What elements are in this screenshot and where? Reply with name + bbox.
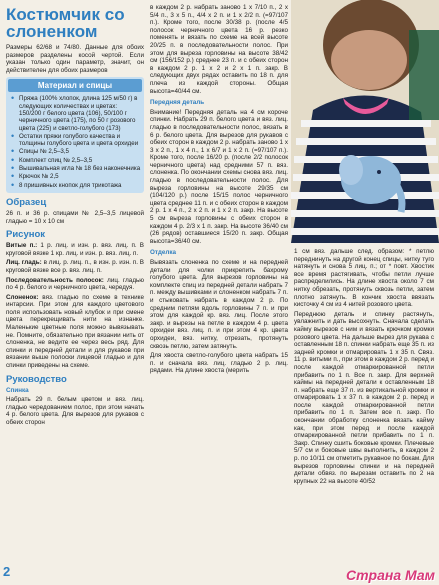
pattern-header: Рисунок (6, 229, 46, 241)
back-text: Набрать 29 п. белым цветом и вяз. лиц. гладью чередованием полос, при этом начать 4 р. белого цвета. Для вырезов для рукавов с обеих сторон (6, 396, 144, 426)
tail-text: Для хвоста светло-голубого цвета набрать 15 п. и сначала вяз. лиц. гладью 2 р. лиц. рядами. На длине хвоста (мерить (150, 352, 288, 375)
right-column (294, 248, 434, 487)
pattern-text: вяз. гладью по схеме в технике интарсии. При этом для каждого цветового поля использовать новый клубок и при смене цвета перекрещивать нити на изнанке. Маленькие цветные поля можно вывязывать не. Помните, обязательно при вязании нить от слоненка, не ведите ее через весь ряд. Для спинки и передней детали и для рукавов при вязании выше полоски лицевой гладью и для спинки приведены на схеме. (6, 293, 144, 370)
material-item: • Остатки пряжи голубого качества и толщины голубого цвета и цвета орхидеи (9, 133, 141, 148)
pattern-text: в лиц. р. лиц. п., в изн. р. изн. п. В круговой вязке все р. вяз. лиц. п. (6, 259, 144, 274)
page-number: 2 (3, 564, 11, 579)
pattern-item (6, 277, 144, 292)
material-item: • Комплект спиц № 2,5–3,5 (9, 157, 141, 164)
page-title: Костюмчик со слоненком (6, 5, 125, 41)
material-item: • Пряжа (100% хлопок, длина 125 м/50 г) в следующих количествах и цветах: 150/200 г белого цвета (106), 50/100 г черничного цвета (175), по 50 г розового цвета (225) и светло-голубого (173) (9, 95, 141, 131)
intro-text: Размеры 62/68 и 74/80. Данные для обоих размеров разделены косой чертой. Если указан только один параметр, значит, он действителен для обоих размеров (6, 44, 144, 74)
materials-box (6, 77, 144, 193)
back-continued: в каждом 2 р. набрать заново 1 x 7/10 п., 2 x 5/4 п., 3 x 5 п., 4/4 x 2 п. и 1 x 2/2 п. (=97/107 п.). Кроме того, после 30/38 р. (после 4/5 полосок черничного цвета 16 р. резко поменять и вязать по схеме на всей высоте 20/25 п. в последовательности полос. При этом для выреза горловины на высоте 38/42 см (156/152 р.) среднее 23 п. и с обеих сторон в каждом 2 р. 1 x 2 и 2 x 1 п. закр. В следующих двух рядах оставить по 18 п. для плеча из каждой стороны. Общая высота=40/44 см. (150, 4, 288, 95)
materials-header: Материал и спицы (8, 79, 142, 92)
pattern-item (6, 242, 144, 257)
pattern-label: Витые п.: (6, 242, 38, 250)
pattern-item (6, 259, 144, 274)
material-item: • Спицы № 2,5–3,5 (9, 148, 141, 155)
front-text: Внимание! Передняя деталь на 4 см короче спинки. Набрать 29 п. белого цвета и вяз. лиц. гладью в последовательности полос, вязать в 6 р. белого цвета. Для вырезов для рукавов с обеих сторон в каждом 2 р. набрать заново 1 x 3 x 2 п., 1 x 4 п., 1 x 6/7 и 1 x 2 п. (=97/107 п.). Кроме того, после 16/20 р. (после 2/2 полосок черничного цвета) над средними 57 п. вяз. слоненка. По окончании схемы снова вяз. лиц. гладью в последовательности полос. Для выреза горловины на высоте 29/35 см (104/120 р.) после 15/15 полос черничного цвета среднее 11 п. и с обеих сторон в каждом 2 р. 1 x 4 п., 2 x 2 п. и 1 x 2 п. закр. На высоте 5 см выреза горловины с обеих сторон в каждом 4 р. 2/3 x 1 п. закр. На высоте 36/40 см (26 рядов) оставшиеся 15/20 п. закр. Общая высота=36/40 см. (150, 108, 288, 245)
pattern-label: Лиц. гладь: (6, 259, 42, 267)
pattern-text: 1 р. лиц. и изн. р. вяз. лиц. п. В круговой вязке 1 кр. лиц. и изн. р. вяз. лиц. п. (6, 242, 144, 257)
baby-photo-illustration (291, 0, 439, 243)
front-header: Передняя деталь (150, 99, 205, 107)
material-item: • 8 пришивных кнопок для трикотажа (9, 182, 141, 189)
guide-header: Руководство (6, 373, 67, 385)
material-item: • Вышивальная игла № 18 без наконечника (9, 165, 141, 172)
pattern-label: Последовательность полосок: (6, 276, 104, 284)
finishing-header: Отделка (150, 249, 177, 257)
finishing-text: Вывязать слоненка по схеме и на передней детали для чолки прикрепить бахрому голубого цвета. Для вырезов горловины на комплекте спиц из передней детали набрать 7 п. между вышивками и слоненком набрать 7 п. и стыковать набрать в каждом 2 р. По средним петлям вдоль горловины 7 п. и при этом для каждой кр. вяз. лиц. После этого закр. и вырезы на петле в каждом 4 р. цвета орхидеи вяз. лиц. п. и при этом 4 кр. цвета орхидеи, вяз. нитку, отрезать, протянуть сквозь петлю, затем затянуть. (150, 259, 288, 350)
assembly-text: Переднюю деталь и спинку растянуть, увлажнить и дать высохнуть. Сначала сделать кайму вырезов с ним и вязать крючком кромки розового цвета. На дальше вырез для рукава с оставленным 18 п. спинки набрать еще 35 п. из задней кромки и отмарировать 1 x 35 п. Связ. 11 р. витыми п., при этом в каждом 2 р. перед и после каждой отмаркированной петли прибавить по 1 п. Все п. закр. Для верхней каймы на передней детали к оставленным 18 п. набрать еще 37 п. из вертикальной кромки и отмарировать 1 x 37 п. в каждом 2 р. перед и после каждой отмаркированной петли прибавить по 1 п. Затем все п. закр. По окончании обработку слоненка вязать кайму как, при этом перед и после каждой отмаркированной петли прибавить по 1 п. Закр. Спинку сшить боковые кромки. Плечевые 5/7 см и боковые швы выполнить, в каждом 2 р. по 10/11 см отметить рукавное по бокам. Для вырезов горловины спинки и на передней детали обвяз. по вырезам оставить по 2 на крупных 22 на высоте 40/52 (294, 310, 434, 485)
middle-column (150, 4, 288, 377)
sample-header: Образец (6, 196, 47, 208)
watermark-logo: Страна Мам (345, 567, 435, 583)
tail-continued: 1 см вяз. дальше след. образом: * петлю переднинуть на другой конец спицы, нитку туго натянуть и снова 5 лиц. п.; от * повт. Хвостик все время растягивать, чтобы петли лучше распределились. На длине хвоста около 7 см нитку обрезать, протянуть сквозь петли, затем плотно затянуть. В кончик хвоста ввязать кисточку 4 см из 4 нитей розового цвета. (294, 248, 434, 309)
pattern-text: лиц. гладью по 4 р. белого и черничного цвета, чередуя. (6, 276, 144, 292)
back-header: Спинка (6, 386, 29, 394)
left-column (6, 0, 144, 429)
pattern-item (6, 294, 144, 370)
material-item: • Крючок № 2,5 (9, 173, 141, 180)
pattern-label: Слоненок: (6, 293, 39, 301)
sample-text: 26 п. и 36 р. спицами № 2,5–3,5 лицевой гладью = 10 x 10 см (6, 209, 144, 225)
baby-sweater-photo (291, 0, 439, 243)
